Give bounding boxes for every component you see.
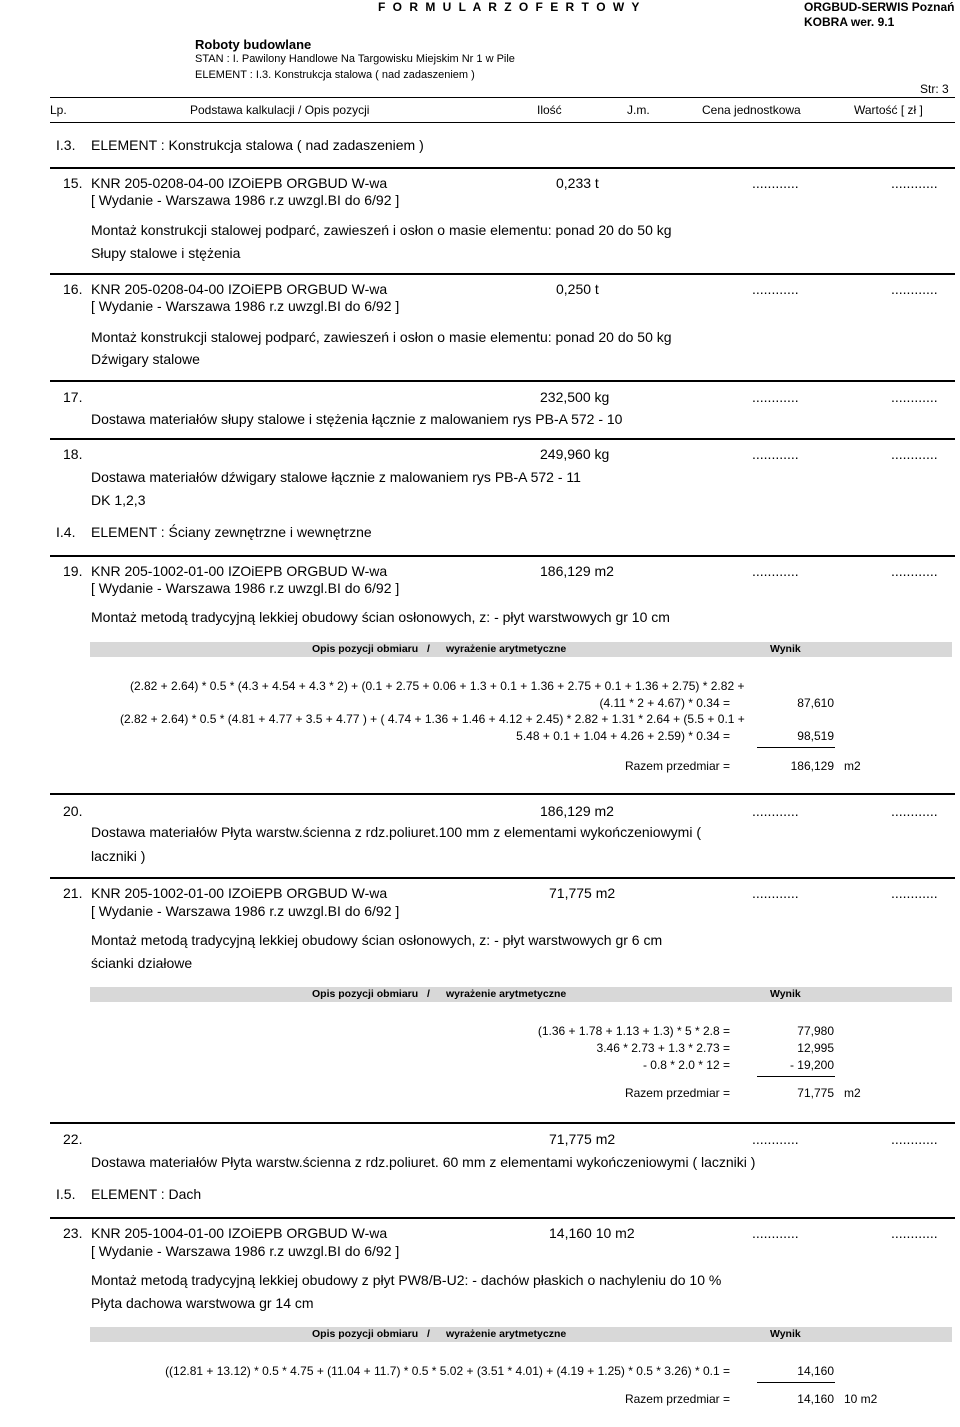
unit-price-dots: ............	[752, 446, 799, 462]
item-quantity: 14,160 10 m2	[549, 1225, 635, 1241]
item-separator	[50, 1122, 955, 1124]
value-dots: ............	[891, 1225, 938, 1241]
item-separator	[50, 877, 955, 879]
section-number: I.4.	[56, 524, 76, 540]
calc-result: 87,610	[797, 696, 834, 710]
measurement-header	[90, 987, 952, 1002]
item-quantity: 0,233 t	[556, 175, 599, 191]
item-edition: [ Wydanie - Warszawa 1986 r.z uwzgl.BI do 6/92 ]	[91, 298, 400, 314]
razem-unit: m2	[844, 1086, 861, 1100]
unit-price-dots: ............	[752, 175, 799, 191]
section-title: ELEMENT : Konstrukcja stalowa ( nad zadaszeniem )	[91, 137, 424, 153]
sum-rule	[757, 1076, 835, 1077]
item-separator	[50, 1217, 955, 1219]
element-line: ELEMENT : I.3. Konstrukcja stalowa ( nad zadaszeniem )	[195, 69, 475, 81]
item-separator	[50, 793, 955, 795]
section-number: I.5.	[56, 1186, 76, 1202]
item-edition: [ Wydanie - Warszawa 1986 r.z uwzgl.BI do 6/92 ]	[91, 192, 400, 208]
meas-hdr-wyrazenie: wyrażenie arytmetyczne	[446, 1328, 567, 1340]
form-title: F O R M U L A R Z O F E R T O W Y	[378, 0, 642, 14]
item-number: 22.	[63, 1131, 83, 1147]
item-description: Montaż konstrukcji stalowej podparć, zawieszeń i osłon o masie elementu: ponad 20 do 50 kg	[91, 329, 672, 345]
col-wartosc: Wartość [ zł ]	[854, 103, 923, 117]
item-quantity: 186,129 m2	[540, 563, 614, 579]
razem-label: Razem przedmiar =	[624, 1086, 730, 1100]
item-number: 19.	[63, 563, 83, 579]
item-separator	[50, 273, 955, 275]
item-description: Montaż metodą tradycyjną lekkiej obudowy z płyt PW8/B-U2: - dachów płaskich o nachyleniu do 10 %	[91, 1272, 722, 1288]
item-description-2: Dźwigary stalowe	[91, 351, 200, 367]
razem-unit: m2	[844, 759, 861, 773]
value-dots: ............	[891, 175, 938, 191]
item-quantity: 0,250 t	[556, 281, 599, 297]
calc-result: 77,980	[797, 1024, 834, 1038]
item-description-2: DK 1,2,3	[91, 492, 146, 508]
item-quantity: 186,129 m2	[540, 803, 614, 819]
meas-hdr-wynik: Wynik	[770, 988, 801, 1000]
razem-total: 14,160	[797, 1392, 834, 1406]
col-ilosc: Ilość	[537, 103, 562, 117]
header-rule-bottom	[50, 122, 955, 123]
item-description: Montaż metodą tradycyjną lekkiej obudowy ścian osłonowych, z: - płyt warstwowych gr 10 cm	[91, 609, 670, 625]
item-edition: [ Wydanie - Warszawa 1986 r.z uwzgl.BI do 6/92 ]	[91, 580, 400, 596]
item-code: KNR 205-1002-01-00 IZOiEPB ORGBUD W-wa	[91, 885, 388, 901]
measurement-header	[90, 642, 952, 657]
meas-hdr-wynik: Wynik	[770, 643, 801, 655]
value-dots: ............	[891, 803, 938, 819]
item-description: Montaż konstrukcji stalowej podparć, zawieszeń i osłon o masie elementu: ponad 20 do 50 kg	[91, 222, 672, 238]
unit-price-dots: ............	[752, 281, 799, 297]
meas-hdr-sep: /	[427, 1328, 430, 1340]
calc-expression: ((12.81 + 13.12) * 0.5 * 4.75 + (11.04 + 11.7) * 0.5 * 5.02 + (3.51 * 4.01) + (4.19 + 1.25) * 0.5 * 3.26) * 0.1 =	[165, 1364, 730, 1378]
item-separator	[50, 167, 955, 169]
item-quantity: 249,960 kg	[540, 446, 610, 462]
item-description: Montaż metodą tradycyjną lekkiej obudowy ścian osłonowych, z: - płyt warstwowych gr 6 cm	[91, 932, 663, 948]
item-number: 21.	[63, 885, 83, 901]
item-description-2: ścianki działowe	[91, 955, 193, 971]
unit-price-dots: ............	[752, 803, 799, 819]
item-code: KNR 205-1004-01-00 IZOiEPB ORGBUD W-wa	[91, 1225, 388, 1241]
item-separator	[50, 438, 955, 440]
item-code: KNR 205-0208-04-00 IZOiEPB ORGBUD W-wa	[91, 281, 388, 297]
razem-label: Razem przedmiar =	[624, 759, 730, 773]
item-number: 17.	[63, 389, 83, 405]
unit-price-dots: ............	[752, 885, 799, 901]
item-description-2: Płyta dachowa warstwowa gr 14 cm	[91, 1295, 314, 1311]
calc-expression: (2.82 + 2.64) * 0.5 * (4.3 + 4.54 + 4.3 * 2) + (0.1 + 2.75 + 0.06 + 1.3 + 0.1 + 1.36 + 2.75 + 0.1 + 1.36 + 2.75) * 2.82 +	[130, 679, 745, 693]
sum-rule	[757, 1382, 835, 1383]
item-quantity: 71,775 m2	[549, 1131, 616, 1147]
value-dots: ............	[891, 1131, 938, 1147]
program-version: KOBRA wer. 9.1	[804, 15, 895, 29]
value-dots: ............	[891, 446, 938, 462]
item-description: Dostawa materiałów Płyta warstw.ścienna z rdz.poliuret. 60 mm z elementami wykończeniowymi ( laczniki )	[91, 1154, 756, 1170]
item-quantity: 71,775 m2	[549, 885, 616, 901]
meas-hdr-wyrazenie: wyrażenie arytmetyczne	[446, 988, 567, 1000]
calc-expression: (4.11 * 2 + 4.67) * 0.34 =	[599, 696, 730, 710]
measurement-header	[90, 1327, 952, 1342]
razem-label: Razem przedmiar =	[624, 1392, 730, 1406]
col-podstawa: Podstawa kalkulacji / Opis pozycji	[190, 103, 370, 117]
meas-hdr-opis: Opis pozycji obmiaru	[312, 1328, 419, 1340]
col-lp: Lp.	[50, 103, 67, 117]
sum-rule	[757, 747, 835, 748]
item-description: Dostawa materiałów dźwigary stalowe łącznie z malowaniem rys PB-A 572 - 11	[91, 469, 581, 485]
calc-expression: (1.36 + 1.78 + 1.13 + 1.3) * 5 * 2.8 =	[537, 1024, 730, 1038]
item-code: KNR 205-1002-01-00 IZOiEPB ORGBUD W-wa	[91, 563, 388, 579]
calc-expression: 5.48 + 0.1 + 1.04 + 4.26 + 2.59) * 0.34 =	[516, 729, 730, 743]
calc-result: 98,519	[797, 729, 834, 743]
meas-hdr-opis: Opis pozycji obmiaru	[312, 988, 419, 1000]
item-description-2: Słupy stalowe i stężenia	[91, 245, 241, 261]
item-description: Dostawa materiałów słupy stalowe i stężenia łącznie z malowaniem rys PB-A 572 - 10	[91, 411, 623, 427]
meas-hdr-sep: /	[427, 988, 430, 1000]
item-quantity: 232,500 kg	[540, 389, 610, 405]
item-number: 23.	[63, 1225, 83, 1241]
meas-hdr-opis: Opis pozycji obmiaru	[312, 643, 419, 655]
value-dots: ............	[891, 281, 938, 297]
razem-total: 186,129	[790, 759, 834, 773]
project-title: Roboty budowlane	[195, 37, 312, 52]
header-rule-top	[50, 97, 955, 98]
item-description: Dostawa materiałów Płyta warstw.ścienna z rdz.poliuret.100 mm z elementami wykończeniowymi (	[91, 824, 701, 840]
calc-result: 12,995	[797, 1041, 834, 1055]
calc-expression: (2.82 + 2.64) * 0.5 * (4.81 + 4.77 + 3.5 + 4.77 ) + ( 4.74 + 1.36 + 1.46 + 4.12 + 2.45) * 2.82 + 1.31 * 2.64 + (5.5 + 0.1 +	[120, 712, 745, 726]
item-number: 20.	[63, 803, 83, 819]
value-dots: ............	[891, 885, 938, 901]
meas-hdr-wynik: Wynik	[770, 1328, 801, 1340]
col-jm: J.m.	[627, 103, 650, 117]
calc-expression: 3.46 * 2.73 + 1.3 * 2.73 =	[596, 1041, 730, 1055]
calc-result: - 19,200	[789, 1058, 834, 1072]
value-dots: ............	[891, 389, 938, 405]
razem-unit: 10 m2	[844, 1392, 878, 1406]
unit-price-dots: ............	[752, 563, 799, 579]
unit-price-dots: ............	[752, 1225, 799, 1241]
item-separator	[50, 380, 955, 382]
item-edition: [ Wydanie - Warszawa 1986 r.z uwzgl.BI do 6/92 ]	[91, 903, 400, 919]
col-cena: Cena jednostkowa	[702, 103, 801, 117]
value-dots: ............	[891, 563, 938, 579]
section-title: ELEMENT : Ściany zewnętrzne i wewnętrzne	[91, 524, 372, 540]
item-edition: [ Wydanie - Warszawa 1986 r.z uwzgl.BI do 6/92 ]	[91, 1243, 400, 1259]
calc-result: 14,160	[797, 1364, 834, 1378]
section-number: I.3.	[56, 137, 76, 153]
item-separator	[50, 555, 955, 557]
item-number: 16.	[63, 281, 83, 297]
company-name: ORGBUD-SERWIS Poznań	[804, 0, 955, 14]
razem-total: 71,775	[797, 1086, 834, 1100]
item-code: KNR 205-0208-04-00 IZOiEPB ORGBUD W-wa	[91, 175, 388, 191]
page-number: Str: 3	[920, 82, 949, 96]
unit-price-dots: ............	[752, 389, 799, 405]
calc-expression: - 0.8 * 2.0 * 12 =	[642, 1058, 730, 1072]
section-title: ELEMENT : Dach	[91, 1186, 202, 1202]
item-number: 18.	[63, 446, 83, 462]
meas-hdr-wyrazenie: wyrażenie arytmetyczne	[446, 643, 567, 655]
item-description-2: laczniki )	[91, 848, 146, 864]
item-number: 15.	[63, 175, 83, 191]
stan-line: STAN : I. Pawilony Handlowe Na Targowisku Miejskim Nr 1 w Pile	[195, 53, 515, 65]
meas-hdr-sep: /	[427, 643, 430, 655]
unit-price-dots: ............	[752, 1131, 799, 1147]
